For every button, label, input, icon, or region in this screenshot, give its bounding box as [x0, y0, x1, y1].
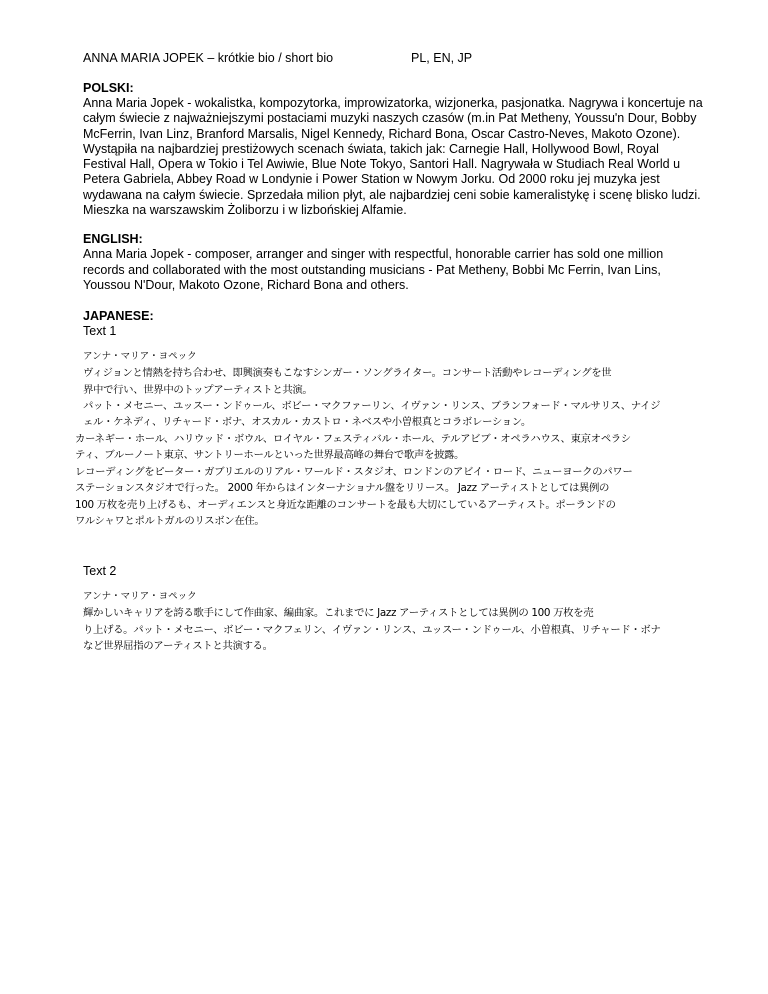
text-1-line: ェル・ケネディ、リチャード・ボナ、オスカル・カストロ・ネベスや小曽根真とコラボレーション。	[83, 416, 531, 429]
text-2-body	[83, 605, 683, 654]
document-header	[83, 51, 703, 66]
japanese-text-1	[75, 324, 703, 529]
japanese-text-2	[83, 564, 703, 654]
text-1-line: ヴィジョンと情熱を持ち合わせ、即興演奏もこなすシンガー・ソングライター。コンサート活動やレコーディングを世	[83, 367, 612, 380]
text-1-line: 界中で行い、世界中のトップアーティストと共演。	[83, 383, 313, 396]
language-list: PL, EN, JP	[411, 51, 473, 65]
text-1-line: ステーションスタジオで行った。 2000 年からはインターナショナル盤をリリース。 Jazz アーティストとしては異例の	[75, 482, 610, 495]
text-2-line: り上げる。パット・メセニー、ボビー・マクフェリン、イヴァン・リンス、ユッスー・ンドゥール、小曽根真、リチャード・ボナ	[83, 623, 661, 636]
polish-bio: Anna Maria Jopek - wokalistka, kompozytorka, improwizatorka, wizjonerka, pasjonatka. Nagrywa i koncertuje na całym świecie z najważniejszymi postaciami muzyki naszych czasów (m.in Pat Metheny, Youssu'n Dour, Bobby McFerrin, Ivan Linz, Branford Marsalis, Nigel Kennedy, Richard Bona, Oscar Castro-Neves, Makoto Ozone). Wystąpiła na najbardziej prestiżowych scenach świata, takich jak: Carnegie Hall, Hollywood Bowl, Royal Festival Hall, Opera w Tokio i Tel Awiwie, Blue Note Tokyo, Santori Hall. Nagrywała w Studiach Real World u Petera Gabriela, Abbey Road w Londynie i Power Station w Nowym Jorku. Od 2000 roku jej muzyka jest wydawana na całym świecie. Sprzedała milion płyt, ale najbardziej ceni sobie kameralistykę i scenę blisko ludzi. Mieszka na warszawskim Żoliborzu i w lizbońskiej Alfamie.	[83, 96, 703, 218]
text-2-line: など世界屈指のアーティストと共演する。	[83, 640, 273, 653]
english-section	[83, 232, 703, 293]
english-heading: ENGLISH:	[83, 232, 143, 247]
text-1-line: パット・メセニー、ユッスー・ンドゥール、ボビー・マクファーリン、イヴァン・リンス、ブランフォード・マルサリス、ナイジ	[83, 400, 661, 413]
document-title: ANNA MARIA JOPEK – krótkie bio / short bio	[83, 51, 334, 65]
document-page	[75, 51, 703, 655]
text-1-artist-name: アンナ・マリア・ヨペック	[83, 351, 197, 363]
japanese-section	[75, 309, 703, 654]
text-1-body	[75, 365, 683, 529]
text-2-line: 輝かしいキャリアを誇る歌手にして作曲家、編曲家。これまでに Jazz アーティストとしては異例の 100 万枚を売	[83, 607, 594, 620]
text-1-label: Text 1	[83, 324, 117, 339]
text-1-line: 100 万枚を売り上げるも、オーディエンスと身近な距離のコンサートを最も大切にしているアーティスト。ポーランドの	[75, 498, 616, 511]
text-1-line: カーネギー・ホール、ハリウッド・ボウル、ロイヤル・フェスティバル・ホール、テルアビブ・オペラハウス、東京オペラシ	[75, 432, 631, 445]
text-1-line: ティ、ブルーノート東京、サントリーホールといった世界最高峰の舞台で歌声を披露。	[75, 449, 465, 462]
polish-section	[83, 81, 703, 218]
text-1-line: レコーディングをピーター・ガブリエルのリアル・ワールド・スタジオ、ロンドンのアビイ・ロード、ニューヨークのパワー	[75, 465, 633, 478]
text-2-label: Text 2	[83, 564, 117, 579]
polish-heading: POLSKI:	[83, 81, 134, 95]
text-2-artist-name: アンナ・マリア・ヨペック	[83, 591, 197, 603]
text-1-line: ワルシャワとポルトガルのリスボン在住。	[75, 514, 265, 527]
english-bio: Anna Maria Jopek - composer, arranger and singer with respectful, honorable carrier has sold one million records and collaborated with the most outstanding musicians - Pat Metheny, Bobbi Mc Ferrin, Ivan Lins, Youssou N'Dour, Makoto Ozone, Richard Bona and others.	[83, 247, 664, 292]
japanese-heading: JAPANESE:	[83, 309, 154, 324]
